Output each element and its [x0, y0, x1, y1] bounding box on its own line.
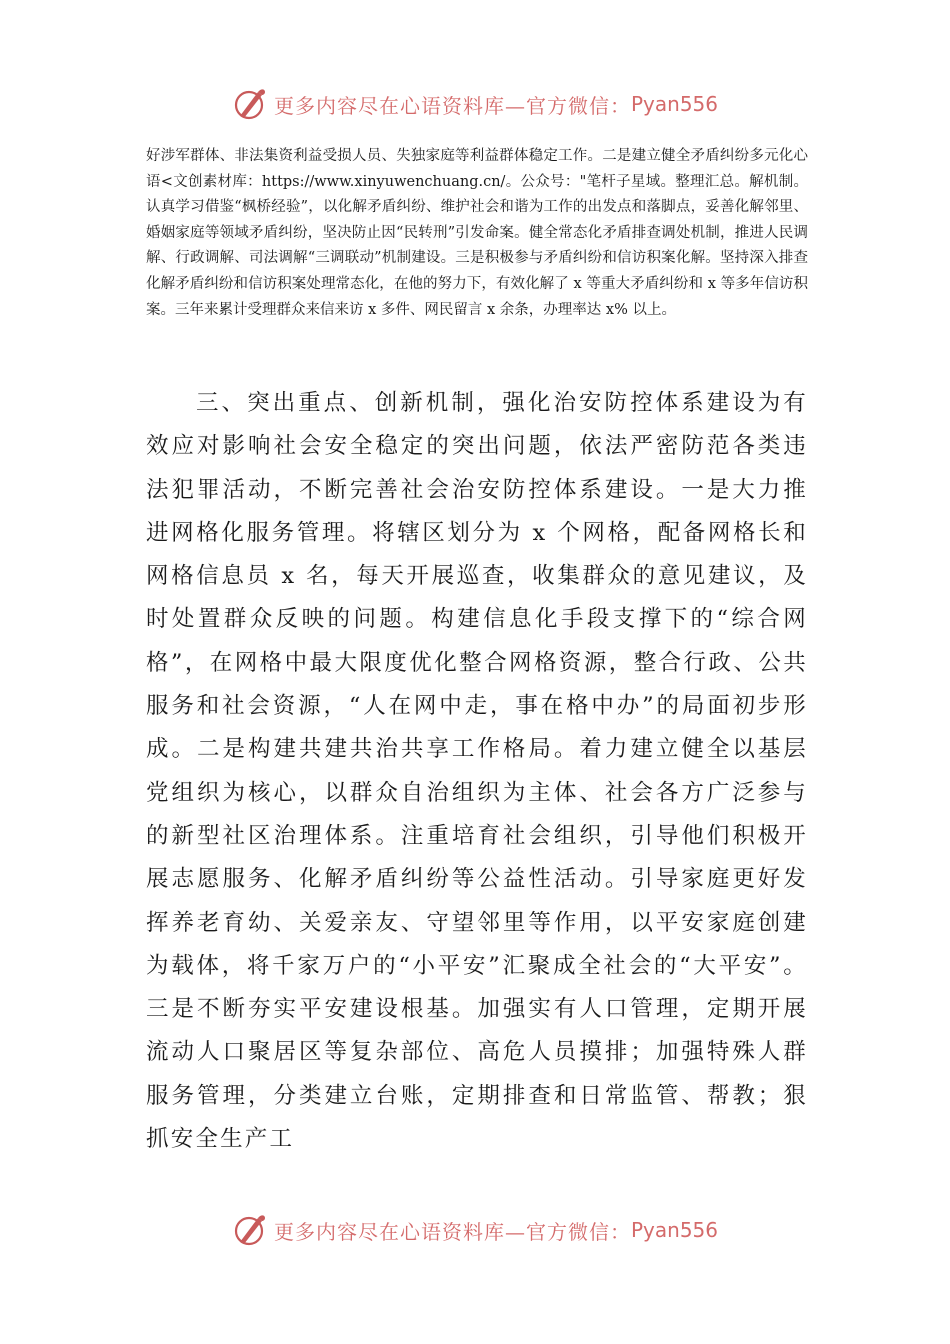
header-banner-text: 更多内容尽在心语资料库—官方微信：	[273, 93, 631, 118]
quill-pen-icon	[232, 1212, 268, 1248]
body-paragraph-main: 三、突出重点、创新机制，强化治安防控体系建设为有效应对影响社会安全稳定的突出问题，依法严密防范各类违法犯罪活动，不断完善社会治安防控体系建设。一是大力推进网格化服务管理。将辖区划分为 x 个网格，配备网格长和网格信息员 x 名，每天开展巡查，收集群众的意见建议，及时处置群众反映的问题。构建信息化手段支撑下的“综合网格”，在网格中最大限度优化整合网格资源，整合行政、公共服务和社会资源，“人在网中走，事在格中办”的局面初步形成。二是构建共建共治共享工作格局。着力建立健全以基层党组织为核心，以群众自治组织为主体、社会各方广泛参与的新型社区治理体系。注重培育社会组织，引导他们积极开展志愿服务、化解矛盾纠纷等公益性活动。引导家庭更好发挥养老育幼、关爱亲友、守望邻里等作用，以平安家庭创建为载体，将千家万户的“小平安”汇聚成全社会的“大平安”。三是不断夯实平安建设根基。加强实有人口管理，定期开展流动人口聚居区等复杂部位、高危人员摸排；加强特殊人群服务管理，分类建立台账，定期排查和日常监管、帮教；狠抓安全生产工	[146, 390, 808, 1153]
footer-banner-handle: Pyan556	[630, 1218, 718, 1242]
header-banner-handle: Pyan556	[630, 92, 718, 116]
header-banner	[0, 80, 950, 128]
footer-banner	[0, 1206, 950, 1254]
footer-banner-text: 更多内容尽在心语资料库—官方微信：	[273, 1219, 631, 1244]
quill-pen-icon	[232, 86, 268, 122]
body-paragraph-small: 好涉军群体、非法集资利益受损人员、失独家庭等利益群体稳定工作。二是建立健全矛盾纠纷多元化心语<文创素材库：https://www.xinyuwenchuang.cn/。公众号："笔杆子星域。整理汇总。解机制。认真学习借鉴“枫桥经验”，以化解矛盾纠纷、维护社会和谐为工作的出发点和落脚点，妥善化解邻里、婚姻家庭等领域矛盾纠纷，坚决防止因“民转刑”引发命案。健全常态化矛盾排查调处机制，推进人民调解、行政调解、司法调解“三调联动”机制建设。三是积极参与矛盾纠纷和信访积案化解。坚持深入排查化解矛盾纠纷和信访积案处理常态化，在他的努力下，有效化解了 x 等重大矛盾纠纷和 x 等多年信访积案。三年来累计受理群众来信来访 x 多件、网民留言 x 余条，办理率达 x% 以上。	[146, 148, 808, 318]
